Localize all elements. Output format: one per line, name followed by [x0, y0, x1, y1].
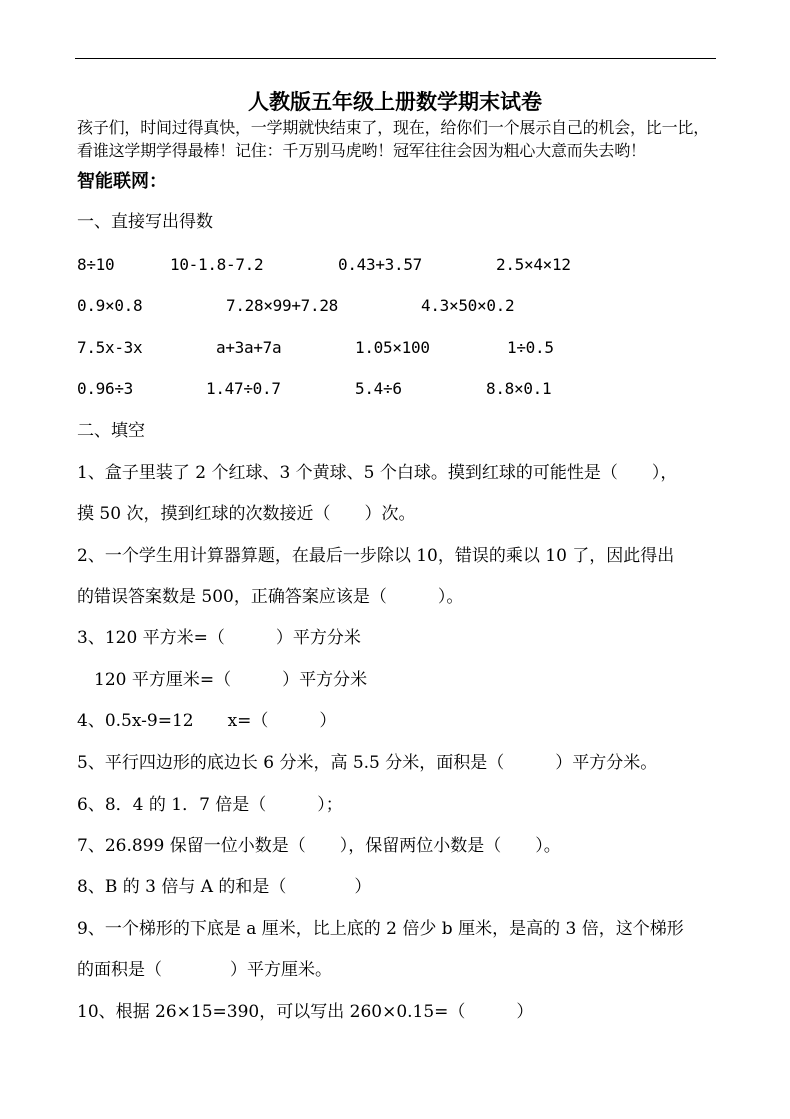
calc-item: 0.96÷3: [77, 379, 133, 398]
question-line: 7、26.899 保留一位小数是（ ），保留两位小数是（ ）。: [77, 836, 561, 856]
calc-item: 1.47÷0.7: [206, 379, 281, 398]
calc-item: 7.28×99+7.28: [226, 296, 338, 315]
question-line: 的面积是（ ）平方厘米。: [77, 960, 332, 980]
section-heading: 智能联网：: [77, 171, 167, 192]
calc-item: 7.5x-3x: [77, 338, 143, 357]
calc-item: 8.8×0.1: [486, 379, 552, 398]
question-line: 5、平行四边形的底边长 6 分米，高 5.5 分米，面积是（ ）平方分米。: [77, 753, 658, 773]
question-line: 4、0.5x-9=12 x=（ ）: [77, 711, 337, 731]
calc-item: 2.5×4×12: [496, 255, 571, 274]
question-line: 3、120 平方米=（ ）平方分米: [77, 628, 361, 648]
calc-item: a+3a+7a: [216, 338, 282, 357]
calc-item: 1÷0.5: [507, 338, 554, 357]
calc-item: 10-1.8-7.2: [170, 255, 264, 274]
part2-heading: 二、填空: [77, 421, 145, 441]
question-line: 6、8．4 的 1．7 倍是（ ）；: [77, 795, 343, 815]
calc-item: 0.9×0.8: [77, 296, 143, 315]
calc-item: 1.05×100: [355, 338, 430, 357]
question-line: 2、一个学生用计算器算题，在最后一步除以 10，错误的乘以 10 了，因此得出: [77, 546, 675, 566]
part1-heading: 一、直接写出得数: [77, 212, 213, 232]
question-line: 10、根据 26×15=390，可以写出 260×0.15=（ ）: [77, 1002, 534, 1022]
calc-item: 8÷10: [77, 255, 115, 274]
intro-line-1: 孩子们，时间过得真快，一学期就快结束了，现在，给你们一个展示自己的机会，比一比，: [77, 118, 710, 137]
question-line: 9、一个梯形的下底是 a 厘米，比上底的 2 倍少 b 厘米，是高的 3 倍，这个梯形: [77, 919, 684, 939]
page-title: 人教版五年级上册数学期末试卷: [248, 90, 542, 114]
question-line: 120 平方厘米=（ ）平方分米: [94, 670, 368, 690]
calc-item: 0.43+3.57: [338, 255, 422, 274]
question-line: 摸 50 次，摸到红球的次数接近（ ）次。: [77, 504, 416, 524]
calc-item: 4.3×50×0.2: [421, 296, 515, 315]
calc-item: 5.4÷6: [355, 379, 402, 398]
question-line: 8、B 的 3 倍与 A 的和是（ ）: [77, 877, 372, 897]
intro-line-2: 看谁这学期学得最棒！记住：千万别马虎哟！冠军往往会因为粗心大意而失去哟！: [77, 141, 646, 160]
question-line: 1、盒子里装了 2 个红球、3 个黄球、5 个白球。摸到红球的可能性是（ ），: [77, 463, 678, 483]
question-line: 的错误答案数是 500，正确答案应该是（ ）。: [77, 587, 464, 607]
header-rule: [75, 58, 716, 59]
